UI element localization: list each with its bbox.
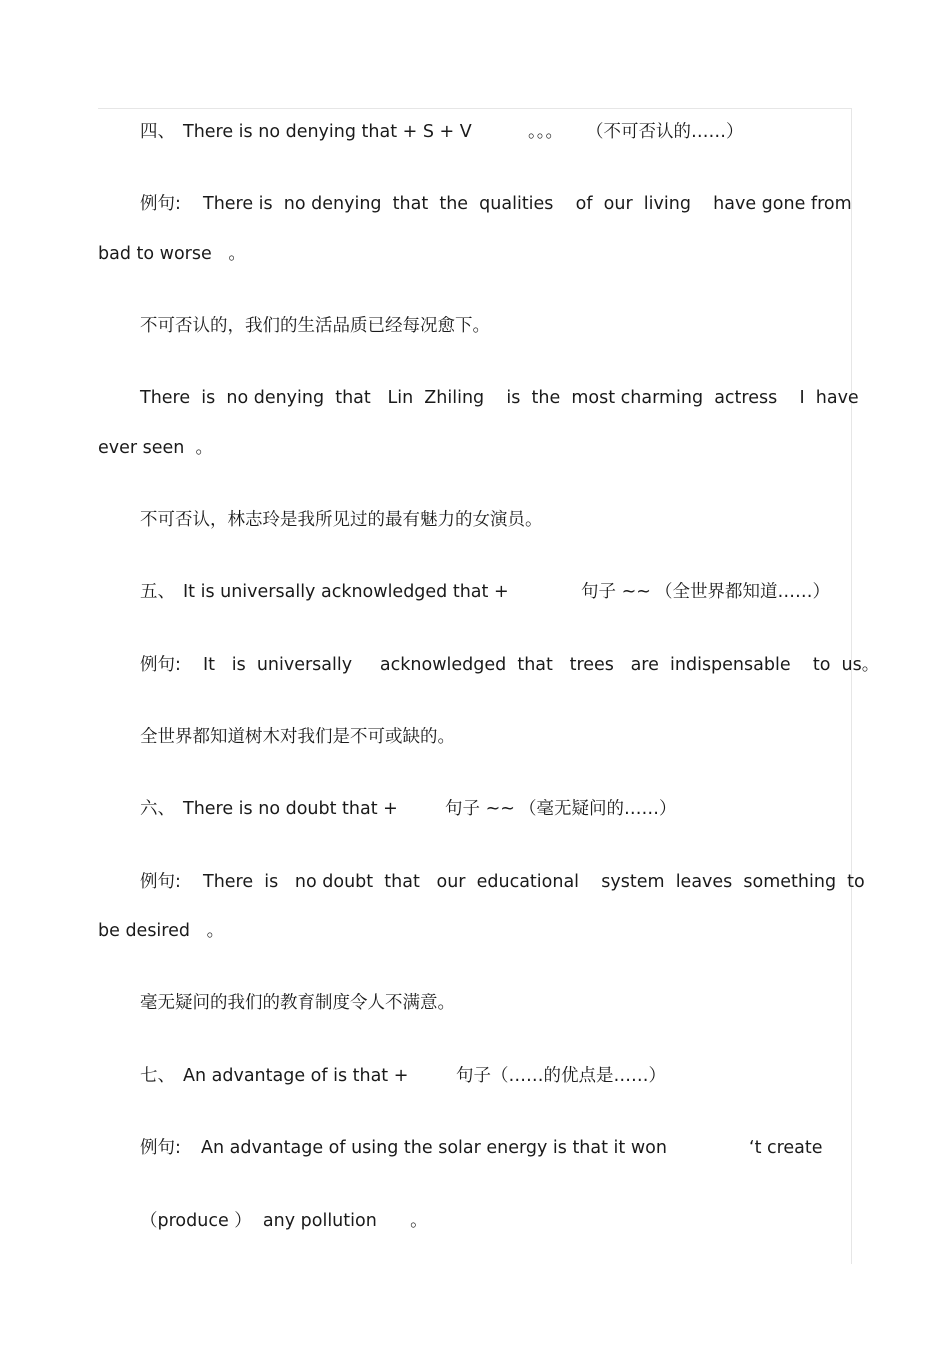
section-4-pattern: There is no denying that + S + V (183, 122, 472, 142)
page-border-top (98, 108, 852, 109)
section-7-tail: 句子（……的优点是……） (456, 1066, 666, 1086)
section-6-meaning: （毫无疑问的……） (519, 799, 677, 819)
example-sentence: There is no doubt that our educational system leaves something to (203, 872, 865, 892)
section-5-number: 五、 (140, 582, 175, 602)
section-4-number: 四、 (140, 122, 175, 142)
example-label: 例句: (140, 194, 181, 214)
example-translation: 全世界都知道树木对我们是不可或缺的。 (140, 727, 455, 747)
example-label: 例句: (140, 872, 181, 892)
section-6-tail: 句子 ~~ (445, 799, 515, 819)
section-5-tail: 句子 ~~ (581, 582, 651, 602)
example-label: 例句: (140, 655, 181, 675)
example-sentence: There is no denying that Lin Zhiling is the most charming actress I have (140, 388, 859, 408)
section-4-meaning: （不可否认的……） (586, 122, 744, 142)
page-border-right (851, 108, 852, 1264)
section-6-number: 六、 (140, 799, 175, 819)
example-sentence: It is universally acknowledged that trees are indispensable to us。 (203, 655, 880, 675)
example-translation: 不可否认的，我们的生活品质已经每况愈下。 (140, 316, 490, 336)
section-5-meaning: （全世界都知道……） (655, 582, 830, 602)
example-sentence-continued: ever seen 。 (98, 438, 214, 458)
example-sentence-continued: （produce ） any pollution 。 (140, 1211, 428, 1231)
example-sentence: There is no denying that the qualities of our living have gone from (203, 194, 852, 214)
section-5-pattern: It is universally acknowledged that + (183, 582, 509, 602)
example-sentence-tail: ‘t create (749, 1138, 823, 1158)
example-translation: 毫无疑问的我们的教育制度令人不满意。 (140, 993, 455, 1013)
section-4-dots: 。。。 (528, 122, 563, 142)
example-label: 例句: (140, 1138, 181, 1158)
example-translation: 不可否认，林志玲是我所见过的最有魅力的女演员。 (140, 510, 543, 530)
section-7-pattern: An advantage of is that + (183, 1066, 409, 1086)
example-sentence-continued: be desired 。 (98, 921, 225, 941)
example-sentence: An advantage of using the solar energy is that it won (201, 1138, 667, 1158)
section-7-number: 七、 (140, 1066, 175, 1086)
section-6-pattern: There is no doubt that + (183, 799, 398, 819)
example-sentence-continued: bad to worse 。 (98, 244, 246, 264)
